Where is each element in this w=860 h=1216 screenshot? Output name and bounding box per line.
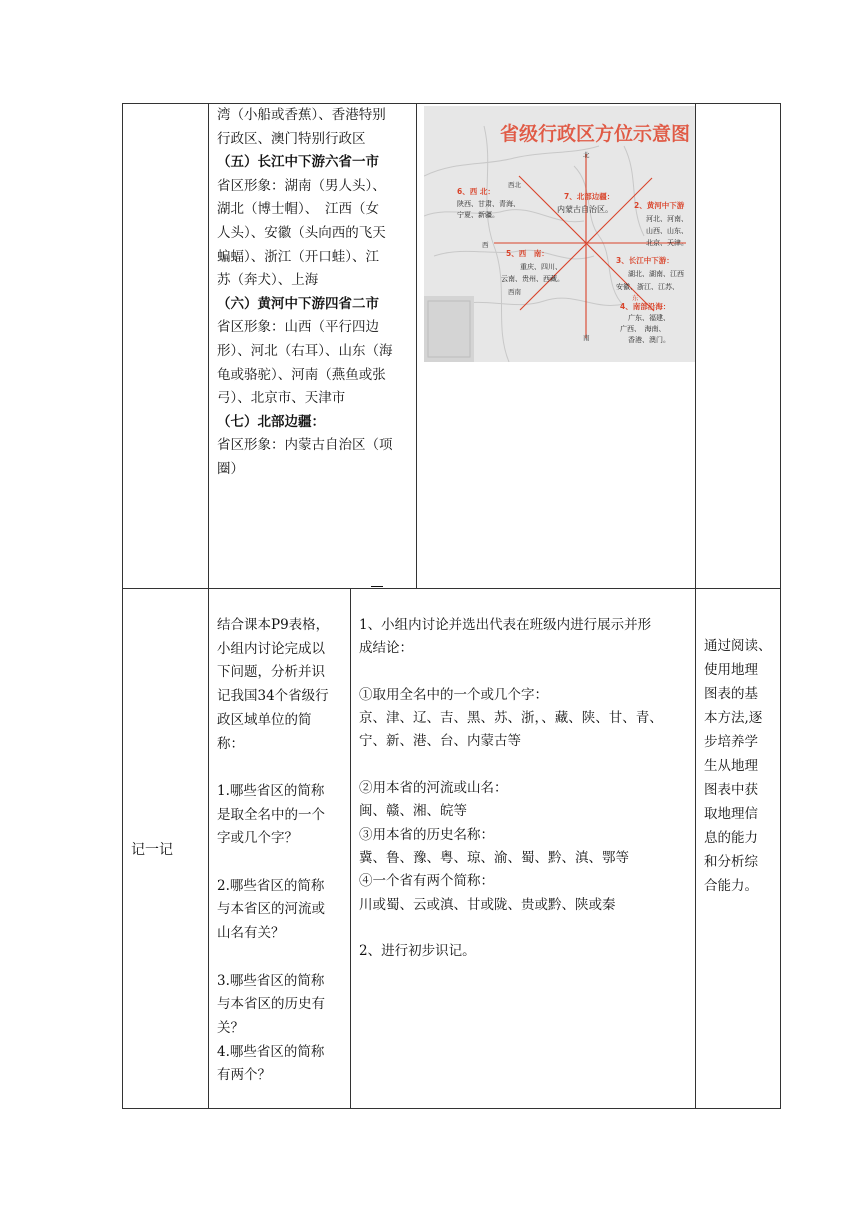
text-line: 结合课本P9表格， bbox=[217, 617, 330, 633]
map-region3-title: 3、长江中下游： bbox=[616, 256, 674, 265]
text-line: 成结论： bbox=[359, 640, 413, 657]
text-line: 宁、新、港、台、内蒙古等 bbox=[359, 733, 521, 750]
text-line: 龟或骆驼）、河南（燕鱼或张 bbox=[217, 366, 386, 383]
text-line: 步培养学 bbox=[704, 734, 758, 750]
text-line: 合能力。 bbox=[704, 878, 758, 894]
row-label: 记一记 bbox=[131, 842, 173, 858]
table-border-bottom bbox=[122, 1108, 781, 1109]
text-line: 2.哪些省区的简称 bbox=[217, 877, 325, 894]
text-line: 图表中获 bbox=[704, 782, 758, 798]
col-divider-2a bbox=[416, 103, 417, 589]
province-direction-map bbox=[424, 106, 695, 362]
answer-2 bbox=[359, 777, 694, 824]
text-line: 图表的基 bbox=[704, 686, 758, 702]
row-divider bbox=[122, 588, 781, 589]
text-line: 弓）、北京市、天津市 bbox=[217, 390, 346, 407]
text-line: ①取用全名中的一个或几个字： bbox=[359, 686, 548, 703]
discussion-conclusions bbox=[359, 614, 694, 963]
questions-intro bbox=[217, 614, 345, 756]
map-dark-patch bbox=[424, 296, 474, 362]
answer-4 bbox=[359, 870, 694, 917]
text-line: 政区域单位的简 bbox=[217, 711, 312, 728]
map-northwest-label: 西北 bbox=[508, 181, 521, 189]
map-region2-title: 2、黄河中下游 bbox=[634, 201, 685, 210]
map-region4-line1: 广东、福建、 bbox=[628, 314, 670, 322]
map-region6-line1: 陕西、甘肃、青海、 bbox=[457, 200, 520, 208]
map-region2-line2: 山西、山东、 bbox=[646, 227, 688, 235]
map-title: 省级行政区方位示意图 bbox=[500, 124, 691, 145]
text-line: 息的能力 bbox=[704, 830, 758, 846]
text-line: 与本省区的历史有 bbox=[217, 996, 325, 1013]
text-line: 和分析综 bbox=[704, 854, 758, 870]
question-1 bbox=[217, 780, 345, 851]
text-line: （七）北部边疆： bbox=[217, 413, 325, 430]
map-region7-title: 7、北部边疆： bbox=[564, 192, 615, 201]
text-line: 1.哪些省区的简称 bbox=[217, 782, 325, 799]
text-line: 关？ bbox=[217, 1019, 244, 1036]
map-region3-line2: 安徽、浙江、江苏、 bbox=[616, 283, 679, 291]
text-line: 省区形象：内蒙古自治区（项 bbox=[217, 437, 393, 454]
answer-3 bbox=[359, 824, 694, 871]
text-line: 1、小组内讨论并选出代表在班级内进行展示并形 bbox=[359, 617, 652, 633]
map-region2-line3: 北京、天津。 bbox=[646, 239, 688, 247]
map-north-label: 北 bbox=[583, 151, 590, 159]
question-2 bbox=[217, 875, 345, 946]
text-line: 字或几个字？ bbox=[217, 830, 298, 847]
map-region4-line2: 广西、 海南、 bbox=[620, 325, 666, 333]
text-line: 形）、河北（右耳）、山东（海 bbox=[217, 342, 393, 359]
map-region5-line1: 重庆、四川、 bbox=[520, 263, 562, 271]
text-line: 使用地理 bbox=[704, 662, 758, 678]
map-region5-title: 5、西 南： bbox=[506, 249, 549, 258]
col-divider-3 bbox=[695, 103, 696, 1109]
col-divider-1 bbox=[208, 103, 209, 1109]
learning-objective bbox=[704, 634, 776, 898]
conclusion-step-2: 2、进行初步识记。 bbox=[359, 943, 476, 960]
map-region6-line2: 宁夏、新疆。 bbox=[457, 211, 499, 219]
text-line: 取地理信 bbox=[704, 806, 758, 822]
map-region4-title: 4、南部沿海： bbox=[620, 302, 671, 311]
table-border-right bbox=[780, 103, 781, 1109]
text-line: 小组内讨论完成以 bbox=[217, 640, 325, 657]
small-dash-mark bbox=[371, 586, 383, 587]
text-line: 京、津、辽、吉、黑、苏、浙，、藏、陕、甘、青、 bbox=[359, 710, 663, 727]
text-line: 4.哪些省区的简称 bbox=[217, 1043, 325, 1060]
answer-1 bbox=[359, 684, 694, 754]
question-3 bbox=[217, 970, 345, 1041]
text-line: 冀、鲁、豫、粤、琼、渝、蜀、黔、滇、鄂等 bbox=[359, 849, 629, 866]
map-region5-line3: 西南 bbox=[508, 288, 521, 296]
text-line: 川或蜀、云或滇、甘或陇、贵或黔、陕或秦 bbox=[359, 896, 616, 913]
text-line: 省区形象：湖南（男人头）、 bbox=[217, 177, 386, 194]
text-line: 山名有关？ bbox=[217, 925, 285, 942]
map-region5-line2: 云南、贵州、西藏。 bbox=[501, 275, 564, 283]
text-line: 闽、赣、湘、皖等 bbox=[359, 803, 467, 820]
map-region3-line1: 湖北、湖南、江西 bbox=[628, 270, 684, 278]
discussion-questions bbox=[217, 614, 345, 1088]
map-region2-line1: 河北、河南、 bbox=[646, 215, 688, 223]
province-image-text bbox=[217, 104, 413, 482]
map-region4-line3: 香港、澳门。 bbox=[628, 336, 670, 344]
text-line: 通过阅读、 bbox=[704, 638, 772, 654]
text-line: 是取全名中的一个 bbox=[217, 806, 325, 823]
map-south-label: 南 bbox=[583, 334, 590, 342]
text-line: ③用本省的历史名称： bbox=[359, 826, 494, 843]
question-4 bbox=[217, 1041, 345, 1088]
map-east-label: 东 bbox=[632, 294, 639, 302]
text-line: （六）黄河中下游四省二市 bbox=[217, 295, 379, 312]
text-line: 下问题，分析并识 bbox=[217, 664, 325, 681]
text-line: 行政区、澳门特别行政区 bbox=[217, 130, 366, 147]
text-line: 有两个？ bbox=[217, 1067, 271, 1084]
text-line: 省区形象：山西（平行四边 bbox=[217, 319, 379, 336]
text-line: ④一个省有两个简称： bbox=[359, 873, 494, 890]
col-divider-2b bbox=[350, 588, 351, 1109]
text-line: 称： bbox=[217, 735, 244, 752]
text-line: 蝙蝠）、浙江（开口蛙）、江 bbox=[217, 248, 379, 265]
conclusion-intro bbox=[359, 614, 694, 661]
text-line: 本方法,逐 bbox=[704, 710, 763, 726]
map-region6-title: 6、西 北： bbox=[457, 187, 495, 196]
text-line: 记我国34个省级行 bbox=[217, 688, 329, 705]
text-line: 生从地理 bbox=[704, 758, 758, 774]
text-line: 3.哪些省区的简称 bbox=[217, 972, 325, 989]
text-line: 湖北（博士帽）、 江西（女 bbox=[217, 201, 379, 218]
table-border-left bbox=[122, 103, 123, 1109]
text-line: 人头）、安徽（头向西的飞天 bbox=[217, 224, 386, 241]
text-line: 苏（奔犬）、上海 bbox=[217, 272, 319, 289]
text-line: 湾（小船或香蕉）、香港特别 bbox=[217, 107, 386, 123]
text-line: ②用本省的河流或山名： bbox=[359, 780, 508, 797]
text-line: （五）长江中下游六省一市 bbox=[217, 154, 379, 171]
text-line: 与本省区的河流或 bbox=[217, 901, 325, 918]
map-region7-line1: 内蒙古自治区。 bbox=[557, 205, 613, 214]
text-line: 圈） bbox=[217, 460, 244, 477]
map-west-label: 西 bbox=[482, 241, 489, 249]
